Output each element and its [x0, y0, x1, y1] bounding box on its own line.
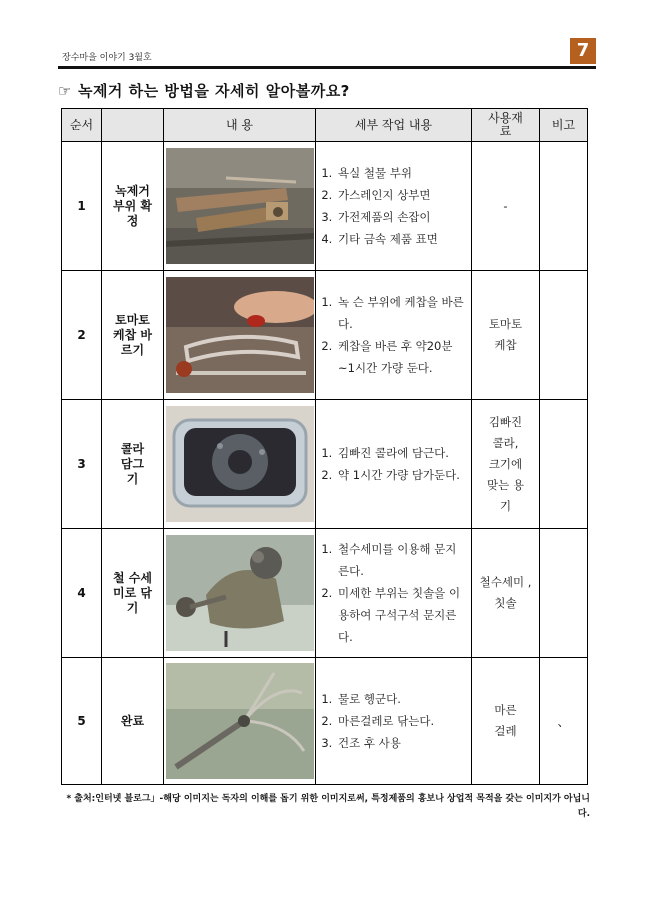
step-photo-cell [164, 271, 316, 400]
detail-item: 1. 욕실 철물 부위 [336, 162, 467, 184]
step-name: 완료 [102, 658, 164, 785]
step-details [316, 529, 472, 658]
step-name-text: 토마토 케찹 바르기 [113, 312, 152, 357]
step-note [540, 142, 588, 271]
section-heading-text: 녹제거 하는 방법을 자세히 알아볼까요? [77, 82, 350, 100]
finished-whisk-photo [166, 663, 314, 779]
step-number: 1 [62, 142, 102, 271]
detail-item: 2. 미세한 부위는 칫솔을 이용하여 구석구석 문지른다. [336, 582, 467, 648]
detail-list [322, 442, 467, 486]
step-name [102, 142, 164, 271]
header-material-label: 사용재료 [488, 111, 523, 138]
step-photo-cell [164, 658, 316, 785]
step-photo-cell [164, 529, 316, 658]
detail-list [322, 538, 467, 648]
step-material-text: 토마토 케찹 [488, 317, 523, 352]
header-detail: 세부 작업 내용 [316, 109, 472, 142]
pointing-hand-icon: ☞ [58, 82, 72, 100]
step-name-text: 녹제거 부위 확정 [113, 183, 152, 228]
step-details [316, 142, 472, 271]
step-material [472, 271, 540, 400]
header-divider [58, 66, 596, 69]
step-material [472, 658, 540, 785]
step-note [540, 400, 588, 529]
step-name [102, 271, 164, 400]
step-material-text: 철수세미 , 칫솔 [479, 575, 532, 610]
step-material-text: 김빠진 콜라, 크기에 맞는 용기 [487, 414, 524, 513]
table-row [62, 658, 588, 785]
header-note: 비고 [540, 109, 588, 142]
step-note [540, 271, 588, 400]
step-details [316, 400, 472, 529]
step-material: - [472, 142, 540, 271]
detail-item: 1. 김빠진 콜라에 담근다. [336, 442, 467, 464]
step-name [102, 400, 164, 529]
detail-item: 4. 기타 금속 제품 표면 [336, 228, 467, 250]
step-number: 2 [62, 271, 102, 400]
table-header-row [62, 109, 588, 142]
page-header [58, 38, 596, 68]
detail-list [322, 162, 467, 250]
detail-list [322, 688, 467, 754]
step-number: 3 [62, 400, 102, 529]
step-material [472, 529, 540, 658]
detail-item: 2. 가스레인지 상부면 [336, 184, 467, 206]
detail-item: 2. 약 1시간 가량 담가둔다. [336, 464, 467, 486]
ketchup-application-photo [166, 277, 314, 393]
bathroom-hardware-photo [166, 148, 314, 264]
detail-item: 1. 녹 슨 부위에 케찹을 바른다. [336, 291, 467, 335]
header-no: 순서 [62, 109, 102, 142]
step-photo-cell [164, 142, 316, 271]
page-number-badge: 7 [570, 38, 596, 64]
rust-removal-table [61, 108, 588, 785]
detail-item: 3. 가전제품의 손잡이 [336, 206, 467, 228]
steel-wool-scrub-photo [166, 535, 314, 651]
table-row [62, 271, 588, 400]
section-heading [58, 80, 350, 101]
detail-item: 1. 물로 헹군다. [336, 688, 467, 710]
detail-item: 2. 마른걸레로 닦는다. [336, 710, 467, 732]
source-footnote: * 출처:인터넷 블로그」-해당 이미지는 독자의 이해를 돕기 위한 이미지로써, 특정제품의 홍보나 상업적 목적을 갖는 이미지가 아닙니다. [66, 794, 590, 819]
step-details [316, 658, 472, 785]
detail-list [322, 291, 467, 379]
step-material-text: 마른 걸레 [494, 703, 517, 738]
step-details [316, 271, 472, 400]
step-name-text: 콜라 담그기 [120, 441, 145, 486]
step-photo-cell [164, 400, 316, 529]
newsletter-title: 장수마을 이야기 3월호 [62, 53, 152, 63]
table-row [62, 400, 588, 529]
detail-item: 3. 건조 후 사용 [336, 732, 467, 754]
table-row [62, 529, 588, 658]
step-note: 、 [540, 658, 588, 785]
step-note [540, 529, 588, 658]
step-name [102, 529, 164, 658]
header-blank [102, 109, 164, 142]
detail-item: 1. 철수세미를 이용해 문지른다. [336, 538, 467, 582]
step-number: 4 [62, 529, 102, 658]
step-number: 5 [62, 658, 102, 785]
header-material [472, 109, 540, 142]
detail-item: 2. 케찹을 바른 후 약20분~1시간 가량 둔다. [336, 335, 467, 379]
step-name-text: 철 수세미로 닦기 [113, 570, 152, 615]
step-material [472, 400, 540, 529]
cola-soak-photo [166, 406, 314, 522]
table-row [62, 142, 588, 271]
header-content: 내 용 [164, 109, 316, 142]
